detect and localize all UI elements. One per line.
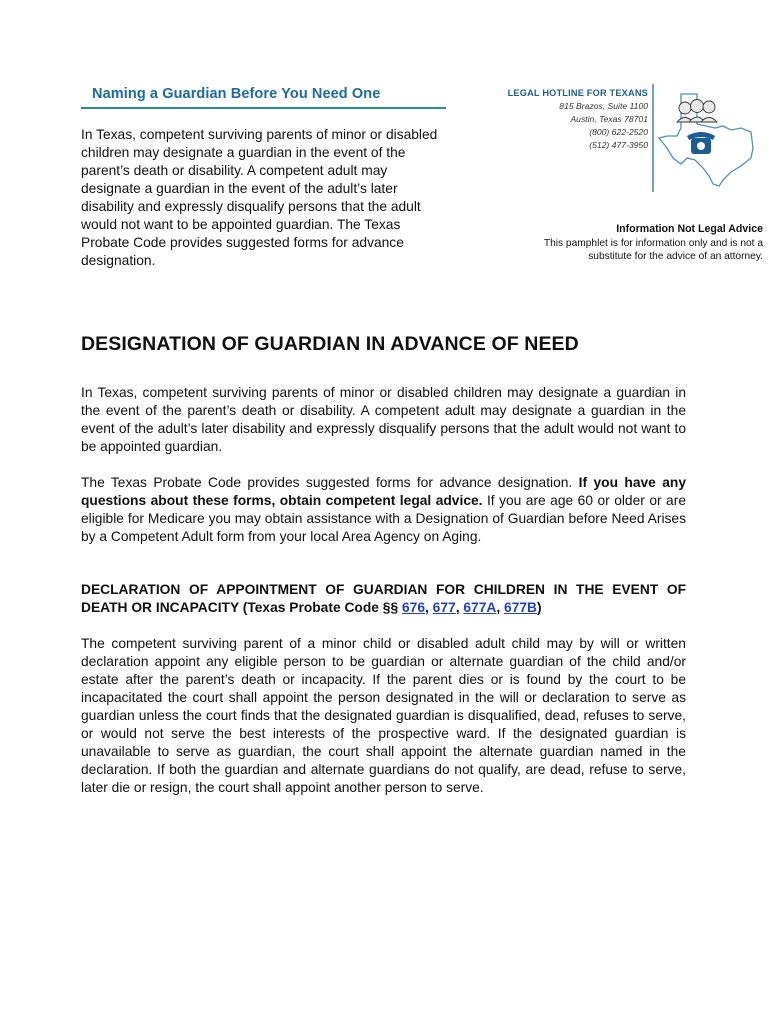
paragraph-2-advice: If you have any questions about these forms, obtain competent legal advice.: [81, 475, 686, 508]
disclaimer: [505, 223, 763, 263]
subheading-text: DECLARATION OF APPOINTMENT OF GUARDIAN FOR CHILDREN IN THE EVENT OF DEATH OR INCAPACITY (Texas Probate Code §§: [81, 582, 686, 615]
paragraph-1: In Texas, competent surviving parents of minor or disabled children may designate a guardian in the event of the parent’s death or disability. A competent adult may designate a guardian in the event of the adult’s later disability and expressly disqualify persons that the adult would not want to be appointed guardian.: [81, 385, 686, 454]
paragraph-2: [81, 474, 686, 546]
main-heading: DESIGNATION OF GUARDIAN IN ADVANCE OF NEED: [81, 333, 579, 355]
hotline-name: LEGAL HOTLINE FOR TEXANS: [507, 88, 648, 98]
disclaimer-heading: Information Not Legal Advice: [616, 223, 763, 235]
statute-link-676[interactable]: 676: [401, 600, 425, 615]
hotline-address-2: Austin, Texas 78701: [570, 114, 648, 124]
hotline-address-1: 815 Brazos, Suite 1100: [559, 101, 648, 111]
hotline-contact: [500, 87, 648, 152]
statute-link-677b[interactable]: 677B: [504, 600, 538, 615]
declaration-subheading: DECLARATION OF APPOINTMENT OF GUARDIAN FOR CHILDREN IN THE EVENT OF DEATH OR INCAPACITY (Texas Probate Code §§ 676, 677, 677A, 677B): [81, 582, 686, 615]
hotline-box: [500, 84, 762, 192]
hotline-divider: [652, 84, 654, 192]
hotline-phone-1: (800) 622-2520: [589, 127, 648, 137]
paragraph-3: The competent surviving parent of a minor child or disabled adult child may by will or written declaration appoint any eligible person to be guardian or alternate guardian of the child and/or estate after the parent’s death or incapacity. If the parent dies or is found by the court to be incapacitated the court shall appoint the person designated in the will or declaration to serve as guardian unless the court finds that the designated guardian is disqualified, dead, refuses to serve, or would not serve the best interests of the prospective ward. If the designated guardian is unavailable to serve as guardian, the court shall appoint the alternate guardian named in the declaration. If both the guardian and alternate guardians do not qualify, are dead, refuse to serve, later die or resign, the court shall appoint another person to serve.: [81, 636, 686, 795]
intro-section: [81, 86, 446, 270]
intro-text: In Texas, competent surviving parents of minor or disabled children may designate a guardian in the event of the parent’s death or disability. A competent adult may designate a guardian in the event of the adult’s later disability and expressly disqualify persons that the adult would not want to be appointed guardian. The Texas Probate Code provides suggested forms for advance designation.: [81, 127, 438, 268]
statute-link-677[interactable]: 677: [432, 600, 456, 615]
intro-title: Naming a Guardian Before You Need One: [81, 86, 446, 109]
disclaimer-line-1: This pamphlet is for information only and is not a: [543, 238, 763, 249]
hotline-phone-2: (512) 477-3950: [589, 140, 648, 150]
texas-map-icon: [657, 86, 761, 188]
paragraph-2-start: The Texas Probate Code provides suggested forms for advance designation.: [81, 475, 579, 490]
telephone-icon: [687, 132, 715, 154]
disclaimer-line-2: substitute for the advice of an attorney.: [588, 251, 763, 262]
people-icon: [677, 100, 717, 123]
statute-link-677a[interactable]: 677A: [463, 600, 497, 615]
paragraph-2-end: If you are age 60 or older or are eligible for Medicare you may obtain assistance with a Designation of Guardian before Need Arises by a Competent Adult form from your local Area Agency on Aging.: [81, 493, 686, 544]
